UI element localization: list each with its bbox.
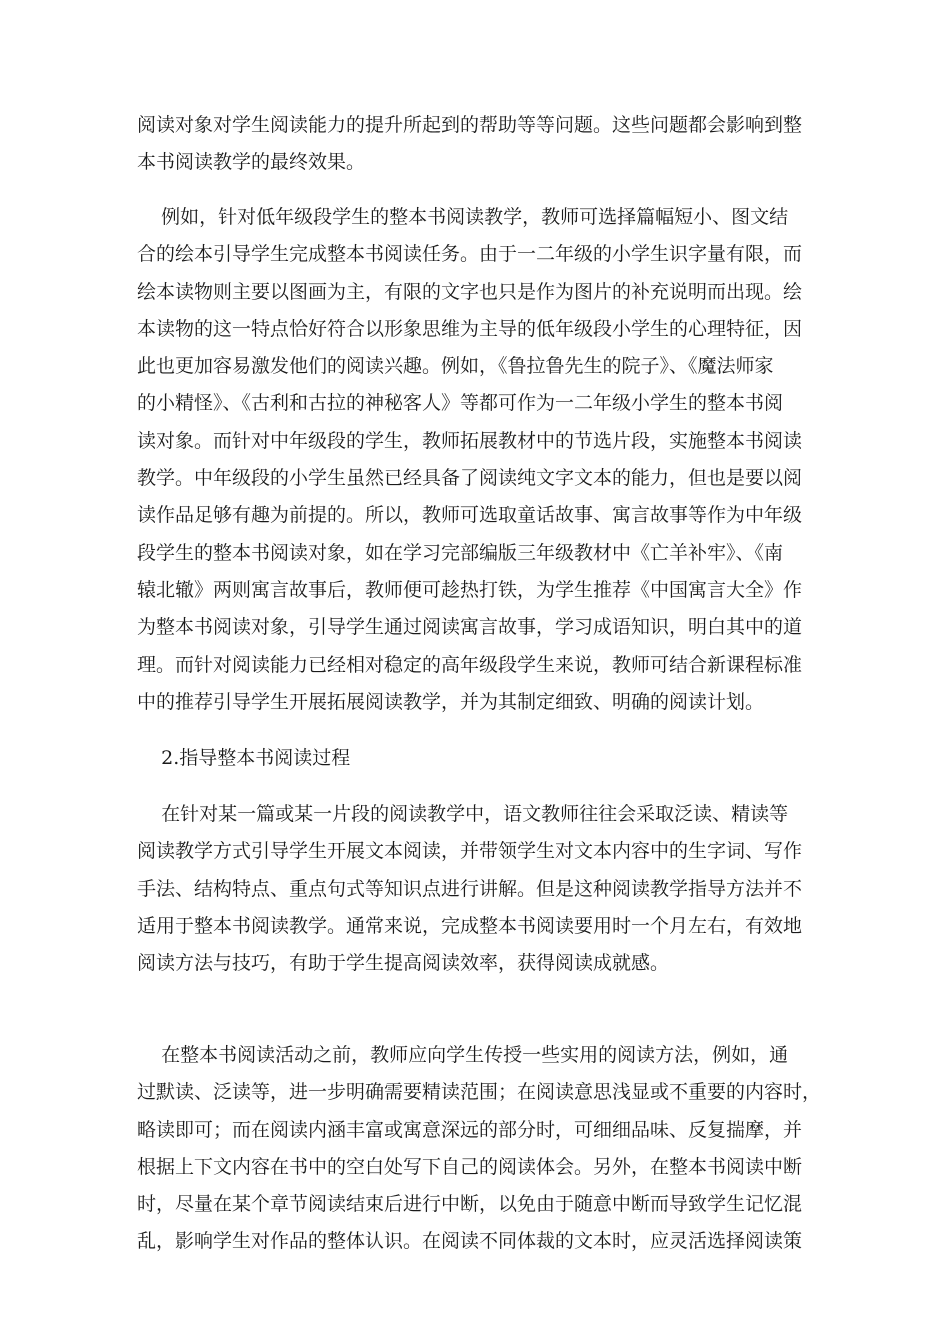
text-line: 合的绘本引导学生完成整本书阅读任务。由于一二年级的小学生识字量有限，而 xyxy=(137,243,803,266)
text-line: 绘本读物则主要以图画为主，有限的文字也只是作为图片的补充说明而出现。绘 xyxy=(137,280,803,303)
text-line: 阅读对象对学生阅读能力的提升所起到的帮助等等问题。这些问题都会影响到整 xyxy=(137,114,803,136)
text-line: 辕北辙》两则寓言故事后，教师便可趁热打铁，为学生推荐《中国寓言大全》作 xyxy=(137,578,803,601)
text-line: 时，尽量在某个章节阅读结束后进行中断，以免由于随意中断而导致学生记忆混 xyxy=(137,1193,803,1216)
text-line: 过默读、泛读等，进一步明确需要精读范围；在阅读意思浅显或不重要的内容时， xyxy=(137,1081,822,1104)
section-heading xyxy=(137,740,817,777)
text-line: 在针对某一篇或某一片段的阅读教学中，语文教师往往会采取泛读、精读等 xyxy=(137,803,789,825)
text-line: 阅读方法与技巧，有助于学生提高阅读效率，获得阅读成就感。 xyxy=(137,952,670,975)
text-line: 为整本书阅读对象，引导学生通过阅读寓言故事，学习成语知识，明白其中的道 xyxy=(137,616,803,639)
paragraph-reading-guidance xyxy=(137,796,817,982)
heading-text: 2.指导整本书阅读过程 xyxy=(137,747,351,769)
text-line: 理。而针对阅读能力已经相对稳定的高年级段学生来说，教师可结合新课程标准 xyxy=(137,653,803,676)
text-line: 教学。中年级段的小学生虽然已经具备了阅读纯文字文本的能力，但也是要以阅 xyxy=(137,467,803,490)
text-line: 段学生的整本书阅读对象，如在学习完部编版三年级教材中《亡羊补牢》、《南 xyxy=(137,541,784,564)
text-line: 的小精怪》、《古利和古拉的神秘客人》等都可作为一二年级小学生的整本书阅 xyxy=(137,392,784,415)
text-line: 读作品足够有趣为前提的。所以，教师可选取童话故事、寓言故事等作为中年级 xyxy=(137,504,803,527)
text-line: 乱，影响学生对作品的整体认识。在阅读不同体裁的文本时，应灵活选择阅读策 xyxy=(137,1230,803,1253)
text-line: 适用于整本书阅读教学。通常来说，完成整本书阅读要用时一个月左右，有效地 xyxy=(137,914,803,937)
text-line: 略读即可；而在阅读内涵丰富或寓意深远的部分时，可细细品味、反复揣摩，并 xyxy=(137,1118,803,1141)
paragraph-reading-methods xyxy=(137,1037,822,1261)
text-line: 读对象。而针对中年级段的学生，教师拓展教材中的节选片段，实施整本书阅读 xyxy=(137,429,803,452)
text-line: 本书阅读教学的最终效果。 xyxy=(137,151,366,174)
text-line: 根据上下文内容在书中的空白处写下自己的阅读体会。另外，在整本书阅读中断 xyxy=(137,1155,803,1178)
text-line: 例如，针对低年级段学生的整本书阅读教学，教师可选择篇幅短小、图文结 xyxy=(137,206,789,228)
paragraph-example-grades xyxy=(137,199,817,721)
text-line: 本读物的这一特点恰好符合以形象思维为主导的低年级段小学生的心理特征，因 xyxy=(137,317,803,340)
paragraph-continuation xyxy=(137,107,817,182)
text-line: 在整本书阅读活动之前，教师应向学生传授一些实用的阅读方法，例如，通 xyxy=(137,1044,789,1066)
text-line: 手法、结构特点、重点句式等知识点进行讲解。但是这种阅读教学指导方法并不 xyxy=(137,877,803,900)
text-line: 阅读教学方式引导学生开展文本阅读，并带领学生对文本内容中的生字词、写作 xyxy=(137,840,803,863)
text-line: 中的推荐引导学生开展拓展阅读教学，并为其制定细致、明确的阅读计划。 xyxy=(137,690,765,713)
text-line: 此也更加容易激发他们的阅读兴趣。例如，《鲁拉鲁先生的院子》、《魔法师家 xyxy=(137,355,774,378)
